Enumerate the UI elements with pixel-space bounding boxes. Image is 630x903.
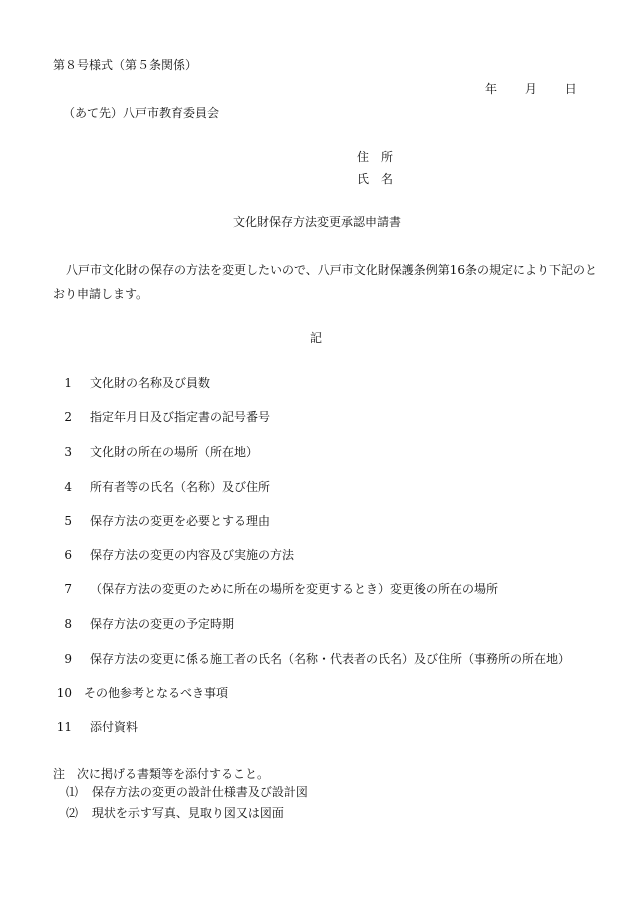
item-number: 4 [64, 480, 72, 494]
notes-heading: 注 次に掲げる書類等を添付すること。 [53, 767, 270, 781]
item-number: 5 [64, 514, 72, 528]
item-text: 保存方法の変更の予定時期 [90, 617, 235, 631]
item-number: 7 [64, 582, 72, 596]
addressee: （あて先）八戸市教育委員会 [63, 106, 220, 120]
note-item [66, 806, 284, 820]
item-number: 1 [64, 376, 72, 390]
item-number: 8 [64, 617, 72, 631]
date-line [485, 82, 577, 96]
item-text: 保存方法の変更を必要とする理由 [90, 514, 271, 528]
date-month-label: 月 [524, 82, 537, 96]
body-text-line-2: おり申請します。 [53, 287, 149, 301]
date-year-label: 年 [485, 82, 498, 96]
item-text: （保存方法の変更のために所在の場所を変更するとき）変更後の所在の場所 [90, 582, 499, 596]
note-marker: ⑵ [66, 806, 79, 820]
body-text-line-1: 八戸市文化財の保存の方法を変更したいので、八戸市文化財保護条例第16条の規定により下記のと [66, 263, 598, 277]
item-text: 添付資料 [90, 720, 139, 734]
applicant-address-label: 住 所 [357, 150, 394, 164]
item-text: 指定年月日及び指定書の記号番号 [90, 410, 271, 424]
item-text: 保存方法の変更に係る施工者の氏名（名称・代表者の氏名）及び住所（事務所の所在地） [90, 652, 571, 666]
item-text: 文化財の名称及び員数 [90, 376, 211, 390]
applicant-name-label: 氏 名 [357, 172, 394, 186]
item-number: 9 [64, 652, 72, 666]
note-item [66, 785, 308, 799]
item-text: 保存方法の変更の内容及び実施の方法 [90, 548, 295, 562]
item-number: 11 [56, 720, 72, 734]
note-text: 現状を示す写真、見取り図又は図面 [91, 806, 284, 820]
note-text: 保存方法の変更の設計仕様書及び設計図 [91, 785, 308, 799]
ki-heading: 記 [310, 331, 323, 345]
form-number: 第８号様式（第５条関係） [53, 58, 198, 72]
document-title: 文化財保存方法変更承認申請書 [233, 215, 402, 229]
item-text: 所有者等の氏名（名称）及び住所 [90, 480, 271, 494]
note-marker: ⑴ [66, 785, 79, 799]
item-number: 3 [64, 445, 72, 459]
item-number: 2 [64, 410, 72, 424]
item-number: 10 [56, 686, 72, 700]
date-day-label: 日 [564, 82, 577, 96]
item-number: 6 [64, 548, 72, 562]
item-text: 文化財の所在の場所（所在地） [90, 445, 259, 459]
item-text: その他参考となるべき事項 [84, 686, 229, 700]
